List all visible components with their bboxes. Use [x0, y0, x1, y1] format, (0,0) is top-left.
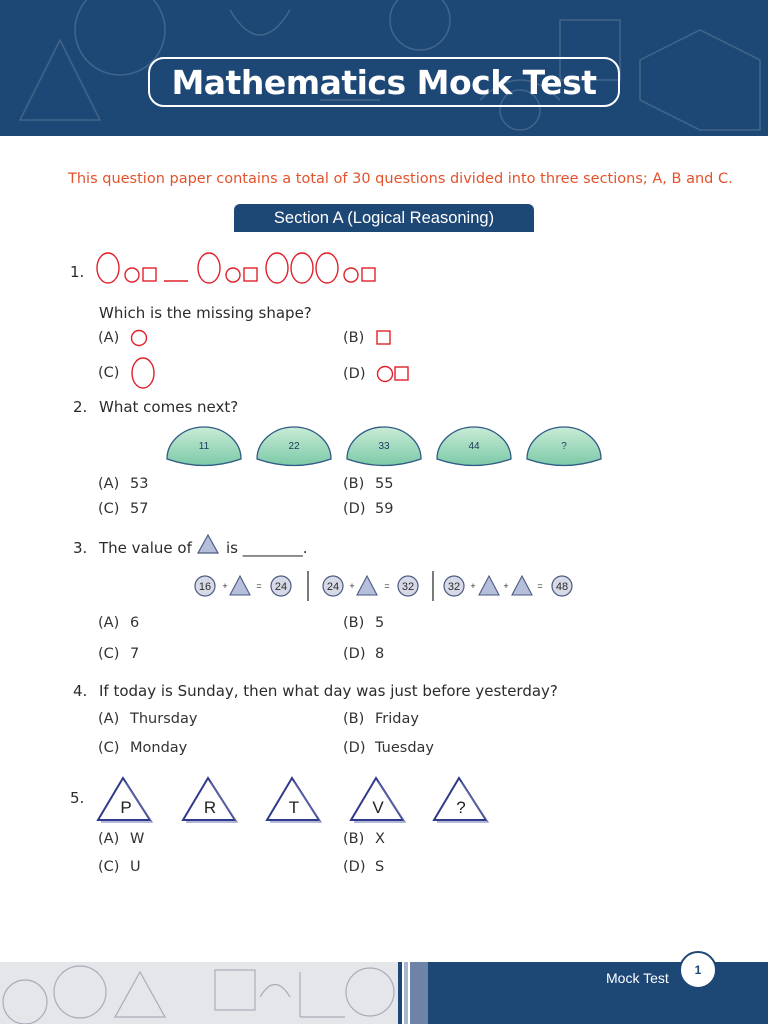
option-label: (C) [98, 859, 120, 875]
question-5-option-c[interactable] [98, 859, 141, 875]
dome-label: 11 [198, 441, 210, 452]
question-5-option-d[interactable] [343, 859, 384, 875]
page-number: 1 [679, 951, 717, 989]
option-label: (D) [343, 859, 366, 875]
plus-sign: + [222, 581, 228, 591]
square-icon [143, 268, 156, 281]
question-3-equations-figure [190, 568, 580, 604]
option-value: 6 [130, 615, 140, 631]
plus-sign: + [503, 581, 509, 591]
question-2-option-c[interactable] [98, 501, 148, 517]
option-label: (A) [98, 330, 120, 346]
option-label: (A) [98, 711, 120, 727]
question-2-option-d[interactable] [343, 501, 393, 517]
plus-sign: + [349, 581, 355, 591]
section-a-tab: Section A (Logical Reasoning) [234, 204, 534, 232]
option-label: (A) [98, 831, 120, 847]
question-1-shape-sequence [96, 250, 396, 286]
question-4-option-d[interactable] [343, 740, 434, 756]
option-label: (D) [343, 740, 366, 756]
question-1-option-c[interactable] [98, 356, 158, 390]
triangle-icon [357, 576, 377, 595]
question-3-text-before: The value of [99, 539, 192, 557]
question-3-option-a[interactable] [98, 615, 139, 631]
ellipse-icon [130, 356, 158, 390]
triangle-letter: P [120, 798, 132, 817]
question-3-option-c[interactable] [98, 646, 139, 662]
footer-doodle-strip [0, 962, 398, 1024]
header-banner [0, 0, 768, 136]
option-label: (C) [98, 365, 120, 381]
question-5-option-b[interactable] [343, 831, 385, 847]
question-2-option-a[interactable] [98, 476, 148, 492]
question-1-number: 1. [70, 263, 85, 281]
ellipse-icon [316, 253, 338, 283]
option-label: (D) [343, 366, 366, 382]
equals-sign: = [384, 581, 390, 591]
option-label: (B) [343, 831, 365, 847]
option-value: 53 [130, 476, 149, 492]
option-label: (B) [343, 330, 365, 346]
question-2-option-b[interactable] [343, 476, 393, 492]
triangle-letter: V [372, 798, 384, 817]
triangle-icon [230, 576, 250, 595]
triangle-letter: R [203, 798, 217, 817]
question-5-number: 5. [70, 789, 85, 807]
option-value: 57 [130, 501, 149, 517]
option-value: 55 [375, 476, 394, 492]
circle-square-icon [375, 364, 413, 384]
option-value: 5 [375, 615, 385, 631]
footer-label: Mock Test [606, 970, 669, 986]
question-3-text-after: is ________. [226, 539, 308, 557]
square-icon [362, 268, 375, 281]
option-label: (A) [98, 476, 120, 492]
option-label: (C) [98, 501, 120, 517]
dome-label: 44 [468, 441, 480, 452]
triangle-icon [512, 576, 532, 595]
question-2-text: What comes next? [99, 398, 239, 416]
circle-icon [344, 268, 358, 282]
triangle-icon [196, 533, 220, 555]
question-1-option-d[interactable] [343, 364, 413, 384]
option-label: (B) [343, 711, 365, 727]
question-1-option-b[interactable] [343, 328, 395, 348]
ellipse-icon [97, 253, 119, 283]
square-icon [375, 328, 395, 348]
option-label: (B) [343, 615, 365, 631]
footer-banner [428, 962, 768, 1024]
option-value: Monday [130, 740, 188, 756]
option-label: (B) [343, 476, 365, 492]
ellipse-icon [198, 253, 220, 283]
option-value: W [130, 831, 145, 847]
dome-label: 33 [378, 441, 390, 452]
question-2-dome-sequence [164, 427, 614, 473]
dome-label: 22 [288, 441, 300, 452]
intro-text: This question paper contains a total of 30 questions divided into three sections; A, B and C. [68, 171, 733, 187]
option-value: 7 [130, 646, 140, 662]
number-circle-label: 24 [274, 581, 288, 593]
number-circle-label: 24 [326, 581, 340, 593]
question-4-option-c[interactable] [98, 740, 187, 756]
circle-icon [226, 268, 240, 282]
question-1-option-a[interactable] [98, 328, 150, 348]
option-label: (D) [343, 646, 366, 662]
triangle-letter: T [288, 798, 300, 817]
option-label: (A) [98, 615, 120, 631]
square-icon [244, 268, 257, 281]
option-value: X [375, 831, 385, 847]
number-circle-label: 16 [198, 581, 212, 593]
circle-icon [130, 328, 150, 348]
question-5-option-a[interactable] [98, 831, 144, 847]
number-circle-label: 32 [447, 581, 461, 593]
option-value: Thursday [130, 711, 198, 727]
footer-divider-bars [398, 962, 428, 1024]
option-label: (D) [343, 501, 366, 517]
plus-sign: + [470, 581, 476, 591]
equals-sign: = [256, 581, 262, 591]
triangle-letter: ? [456, 798, 466, 817]
question-4-option-a[interactable] [98, 711, 197, 727]
question-3-option-d[interactable] [343, 646, 384, 662]
option-value: S [375, 859, 385, 875]
option-value: 8 [375, 646, 385, 662]
option-value: Tuesday [375, 740, 434, 756]
circle-icon [125, 268, 139, 282]
number-circle-label: 48 [555, 581, 569, 593]
dome-label: ? [561, 441, 567, 452]
question-4-option-b[interactable] [343, 711, 419, 727]
question-2-number: 2. [73, 398, 88, 416]
ellipse-icon [291, 253, 313, 283]
option-value: U [130, 859, 141, 875]
question-3-number: 3. [73, 539, 88, 557]
ellipse-icon [266, 253, 288, 283]
number-circle-label: 32 [401, 581, 415, 593]
question-4-number: 4. [73, 682, 88, 700]
question-5-triangle-sequence [98, 774, 498, 824]
option-label: (C) [98, 740, 120, 756]
page-title: Mathematics Mock Test [148, 57, 620, 107]
question-3-option-b[interactable] [343, 615, 384, 631]
equals-sign: = [537, 581, 543, 591]
option-label: (C) [98, 646, 120, 662]
triangle-icon [479, 576, 499, 595]
option-value: Friday [375, 711, 419, 727]
question-4-text: If today is Sunday, then what day was just before yesterday? [99, 682, 558, 700]
question-1-text: Which is the missing shape? [99, 304, 312, 322]
math-doodle-footer-icon [0, 962, 398, 1024]
option-value: 59 [375, 501, 394, 517]
